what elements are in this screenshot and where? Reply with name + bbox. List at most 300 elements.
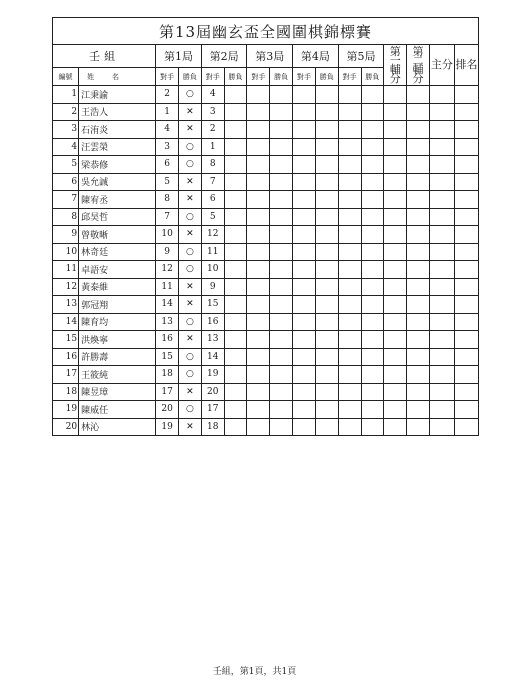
empty-cell: [270, 401, 293, 419]
round2-result: [224, 208, 247, 226]
player-number: 12: [53, 278, 79, 296]
rank-cell: [454, 208, 478, 226]
empty-cell: [247, 418, 270, 436]
player-name: 洪煥寧: [79, 331, 156, 349]
main-score-cell: [429, 226, 454, 244]
rank-cell: [454, 103, 478, 121]
round2-opponent: 5: [201, 208, 224, 226]
empty-cell: [293, 208, 316, 226]
round2-opponent: 1: [201, 138, 224, 156]
round1-result: ✕: [179, 331, 202, 349]
round2-opponent: 7: [201, 173, 224, 191]
empty-cell: [361, 86, 384, 104]
player-number: 18: [53, 383, 79, 401]
main-score-cell: [429, 103, 454, 121]
round1-result: ○: [179, 348, 202, 366]
empty-cell: [361, 243, 384, 261]
rank-cell: [454, 296, 478, 314]
empty-cell: [293, 191, 316, 209]
empty-cell: [270, 226, 293, 244]
main-score-cell: [429, 366, 454, 384]
table-row: [53, 313, 479, 331]
empty-cell: [293, 156, 316, 174]
main-score-cell: [429, 138, 454, 156]
table-row: [53, 103, 479, 121]
player-number: 15: [53, 331, 79, 349]
empty-cell: [293, 418, 316, 436]
player-number: 14: [53, 313, 79, 331]
player-name: 梁恭修: [79, 156, 156, 174]
empty-cell: [338, 121, 361, 139]
empty-cell: [315, 401, 338, 419]
round2-result: [224, 226, 247, 244]
round2-result: [224, 138, 247, 156]
table-row: [53, 191, 479, 209]
player-number: 20: [53, 418, 79, 436]
empty-cell: [315, 208, 338, 226]
opponent-subheader: 對手: [156, 68, 179, 86]
empty-cell: [247, 296, 270, 314]
opponent-subheader: 對手: [201, 68, 224, 86]
empty-cell: [247, 366, 270, 384]
round1-opponent: 1: [156, 103, 179, 121]
tiebreak1-cell: [384, 103, 407, 121]
empty-cell: [270, 191, 293, 209]
tiebreak1-header: 第一輔分: [384, 45, 407, 86]
round1-result: ✕: [179, 296, 202, 314]
table-row: [53, 383, 479, 401]
empty-cell: [293, 86, 316, 104]
player-name: 郭冠翔: [79, 296, 156, 314]
round2-result: [224, 191, 247, 209]
player-number: 10: [53, 243, 79, 261]
round2-opponent: 16: [201, 313, 224, 331]
round2-result: [224, 86, 247, 104]
main-score-cell: [429, 208, 454, 226]
empty-cell: [247, 261, 270, 279]
round1-opponent: 8: [156, 191, 179, 209]
main-score-cell: [429, 348, 454, 366]
round1-result: ✕: [179, 226, 202, 244]
main-score-cell: [429, 86, 454, 104]
empty-cell: [361, 173, 384, 191]
empty-cell: [315, 103, 338, 121]
main-score-cell: [429, 418, 454, 436]
table-row: [53, 226, 479, 244]
rank-cell: [454, 366, 478, 384]
tiebreak1-cell: [384, 191, 407, 209]
main-score-cell: [429, 191, 454, 209]
empty-cell: [361, 366, 384, 384]
empty-cell: [270, 86, 293, 104]
empty-cell: [270, 418, 293, 436]
empty-cell: [270, 103, 293, 121]
tiebreak1-cell: [384, 331, 407, 349]
empty-cell: [338, 243, 361, 261]
player-name: 邱昊哲: [79, 208, 156, 226]
empty-cell: [315, 278, 338, 296]
round1-result: ○: [179, 401, 202, 419]
name-header: 姓名: [79, 68, 156, 86]
round1-result: ○: [179, 313, 202, 331]
result-subheader: 勝負: [315, 68, 338, 86]
round1-result: ○: [179, 156, 202, 174]
page-title: 第13屆幽玄盃全國圍棋錦標賽: [53, 18, 479, 45]
rank-cell: [454, 331, 478, 349]
tiebreak2-cell: [407, 226, 430, 244]
empty-cell: [361, 418, 384, 436]
table-row: [53, 348, 479, 366]
tiebreak2-cell: [407, 401, 430, 419]
opponent-subheader: 對手: [247, 68, 270, 86]
empty-cell: [293, 383, 316, 401]
table-row: [53, 156, 479, 174]
round1-opponent: 9: [156, 243, 179, 261]
round1-result: ✕: [179, 278, 202, 296]
round2-result: [224, 278, 247, 296]
player-name: 許勝壽: [79, 348, 156, 366]
tiebreak2-header: 第二輔分: [407, 45, 430, 86]
rank-cell: [454, 191, 478, 209]
round-3-header: 第3局: [247, 45, 293, 68]
empty-cell: [270, 296, 293, 314]
round1-opponent: 4: [156, 121, 179, 139]
round2-opponent: 12: [201, 226, 224, 244]
empty-cell: [361, 208, 384, 226]
round1-result: ✕: [179, 121, 202, 139]
empty-cell: [361, 296, 384, 314]
rank-cell: [454, 121, 478, 139]
empty-cell: [361, 278, 384, 296]
round2-opponent: 6: [201, 191, 224, 209]
round1-opponent: 7: [156, 208, 179, 226]
empty-cell: [247, 383, 270, 401]
round1-opponent: 6: [156, 156, 179, 174]
tiebreak2-cell: [407, 278, 430, 296]
round2-opponent: 4: [201, 86, 224, 104]
round1-result: ○: [179, 261, 202, 279]
main-score-cell: [429, 261, 454, 279]
rank-cell: [454, 138, 478, 156]
table-row: [53, 331, 479, 349]
tiebreak1-cell: [384, 296, 407, 314]
tiebreak1-cell: [384, 243, 407, 261]
round2-result: [224, 401, 247, 419]
player-name: 王筱純: [79, 366, 156, 384]
round2-opponent: 3: [201, 103, 224, 121]
empty-cell: [315, 138, 338, 156]
player-number: 2: [53, 103, 79, 121]
player-number: 1: [53, 86, 79, 104]
main-score-cell: [429, 401, 454, 419]
tiebreak1-cell: [384, 366, 407, 384]
tiebreak2-cell: [407, 121, 430, 139]
empty-cell: [293, 313, 316, 331]
round1-opponent: 14: [156, 296, 179, 314]
table-row: [53, 86, 479, 104]
tiebreak2-cell: [407, 138, 430, 156]
round2-opponent: 20: [201, 383, 224, 401]
tiebreak1-cell: [384, 401, 407, 419]
tiebreak1-cell: [384, 383, 407, 401]
rank-cell: [454, 261, 478, 279]
empty-cell: [361, 313, 384, 331]
round2-result: [224, 331, 247, 349]
tiebreak1-cell: [384, 278, 407, 296]
empty-cell: [361, 348, 384, 366]
round2-opponent: 17: [201, 401, 224, 419]
tiebreak1-cell: [384, 86, 407, 104]
table-row: [53, 121, 479, 139]
empty-cell: [293, 226, 316, 244]
main-score-cell: [429, 278, 454, 296]
player-name: 陳宥丞: [79, 191, 156, 209]
empty-cell: [270, 366, 293, 384]
main-score-cell: [429, 121, 454, 139]
empty-cell: [338, 138, 361, 156]
empty-cell: [315, 243, 338, 261]
empty-cell: [270, 121, 293, 139]
empty-cell: [338, 383, 361, 401]
empty-cell: [247, 86, 270, 104]
tiebreak1-cell: [384, 348, 407, 366]
player-name: 陳昱璋: [79, 383, 156, 401]
result-subheader: 勝負: [270, 68, 293, 86]
round1-opponent: 15: [156, 348, 179, 366]
rank-cell: [454, 173, 478, 191]
empty-cell: [247, 138, 270, 156]
table-row: [53, 138, 479, 156]
empty-cell: [270, 156, 293, 174]
empty-cell: [338, 261, 361, 279]
round1-opponent: 3: [156, 138, 179, 156]
result-subheader: 勝負: [361, 68, 384, 86]
tiebreak1-cell: [384, 121, 407, 139]
empty-cell: [338, 348, 361, 366]
player-name: 卓語安: [79, 261, 156, 279]
empty-cell: [361, 261, 384, 279]
round2-opponent: 11: [201, 243, 224, 261]
empty-cell: [361, 401, 384, 419]
round2-opponent: 13: [201, 331, 224, 349]
round2-result: [224, 121, 247, 139]
player-number: 6: [53, 173, 79, 191]
table-row: [53, 418, 479, 436]
round1-result: ○: [179, 366, 202, 384]
main-score-cell: [429, 331, 454, 349]
table-row: [53, 261, 479, 279]
round2-result: [224, 103, 247, 121]
empty-cell: [293, 121, 316, 139]
empty-cell: [247, 243, 270, 261]
rank-cell: [454, 226, 478, 244]
main-score-cell: [429, 296, 454, 314]
tiebreak2-cell: [407, 418, 430, 436]
round-5-header: 第5局: [338, 45, 384, 68]
tiebreak2-cell: [407, 313, 430, 331]
empty-cell: [270, 313, 293, 331]
round1-opponent: 13: [156, 313, 179, 331]
table-row: [53, 243, 479, 261]
player-name: 曾敬晰: [79, 226, 156, 244]
tiebreak2-cell: [407, 331, 430, 349]
round2-result: [224, 296, 247, 314]
table-row: [53, 366, 479, 384]
tiebreak1-cell: [384, 173, 407, 191]
main-score-cell: [429, 383, 454, 401]
empty-cell: [270, 348, 293, 366]
empty-cell: [361, 103, 384, 121]
round2-opponent: 9: [201, 278, 224, 296]
empty-cell: [361, 226, 384, 244]
round2-result: [224, 313, 247, 331]
empty-cell: [247, 226, 270, 244]
round1-result: ✕: [179, 103, 202, 121]
empty-cell: [293, 173, 316, 191]
player-name: 汪雲榮: [79, 138, 156, 156]
player-number: 19: [53, 401, 79, 419]
empty-cell: [338, 226, 361, 244]
result-subheader: 勝負: [179, 68, 202, 86]
empty-cell: [247, 208, 270, 226]
player-name: 陳威任: [79, 401, 156, 419]
empty-cell: [247, 121, 270, 139]
player-name: 林奇廷: [79, 243, 156, 261]
player-name: 黃泰維: [79, 278, 156, 296]
tiebreak2-cell: [407, 156, 430, 174]
player-name: 江秉諭: [79, 86, 156, 104]
empty-cell: [315, 366, 338, 384]
empty-cell: [293, 103, 316, 121]
empty-cell: [315, 226, 338, 244]
empty-cell: [270, 243, 293, 261]
player-number: 13: [53, 296, 79, 314]
tiebreak2-cell: [407, 261, 430, 279]
tiebreak1-cell: [384, 261, 407, 279]
rank-cell: [454, 418, 478, 436]
round1-opponent: 17: [156, 383, 179, 401]
round2-result: [224, 156, 247, 174]
group-label: 壬組: [53, 45, 156, 68]
player-number: 3: [53, 121, 79, 139]
empty-cell: [293, 296, 316, 314]
player-name: 吳允誠: [79, 173, 156, 191]
empty-cell: [338, 208, 361, 226]
tiebreak2-cell: [407, 348, 430, 366]
main-score-cell: [429, 313, 454, 331]
round1-opponent: 2: [156, 86, 179, 104]
rank-cell: [454, 313, 478, 331]
round2-opponent: 18: [201, 418, 224, 436]
round2-result: [224, 418, 247, 436]
empty-cell: [315, 191, 338, 209]
empty-cell: [247, 156, 270, 174]
player-number: 9: [53, 226, 79, 244]
round2-opponent: 2: [201, 121, 224, 139]
empty-cell: [361, 383, 384, 401]
round1-result: ○: [179, 86, 202, 104]
empty-cell: [315, 418, 338, 436]
tiebreak2-cell: [407, 383, 430, 401]
main-score-header: 主分: [429, 45, 454, 86]
empty-cell: [315, 383, 338, 401]
empty-cell: [315, 348, 338, 366]
round2-result: [224, 261, 247, 279]
round1-opponent: 5: [156, 173, 179, 191]
empty-cell: [247, 348, 270, 366]
table-row: [53, 173, 479, 191]
rank-cell: [454, 401, 478, 419]
empty-cell: [338, 418, 361, 436]
empty-cell: [270, 138, 293, 156]
table-row: [53, 208, 479, 226]
tiebreak1-cell: [384, 156, 407, 174]
player-number: 7: [53, 191, 79, 209]
results-table: [52, 17, 479, 436]
empty-cell: [361, 121, 384, 139]
empty-cell: [247, 191, 270, 209]
empty-cell: [270, 331, 293, 349]
empty-cell: [293, 348, 316, 366]
round1-opponent: 12: [156, 261, 179, 279]
round1-result: ○: [179, 243, 202, 261]
number-header: 編號: [53, 68, 79, 86]
empty-cell: [338, 191, 361, 209]
empty-cell: [293, 261, 316, 279]
empty-cell: [315, 121, 338, 139]
rank-cell: [454, 278, 478, 296]
empty-cell: [247, 278, 270, 296]
round1-result: ○: [179, 138, 202, 156]
table-row: [53, 296, 479, 314]
empty-cell: [315, 173, 338, 191]
round2-result: [224, 348, 247, 366]
empty-cell: [315, 86, 338, 104]
opponent-subheader: 對手: [338, 68, 361, 86]
rank-cell: [454, 86, 478, 104]
tiebreak1-cell: [384, 313, 407, 331]
rank-cell: [454, 383, 478, 401]
empty-cell: [247, 401, 270, 419]
round1-opponent: 16: [156, 331, 179, 349]
empty-cell: [270, 208, 293, 226]
player-number: 5: [53, 156, 79, 174]
round-1-header: 第1局: [156, 45, 202, 68]
player-number: 11: [53, 261, 79, 279]
round1-opponent: 19: [156, 418, 179, 436]
empty-cell: [270, 261, 293, 279]
main-score-cell: [429, 173, 454, 191]
empty-cell: [247, 173, 270, 191]
empty-cell: [247, 331, 270, 349]
player-number: 17: [53, 366, 79, 384]
empty-cell: [247, 103, 270, 121]
empty-cell: [338, 313, 361, 331]
empty-cell: [293, 401, 316, 419]
table-row: [53, 278, 479, 296]
round1-opponent: 20: [156, 401, 179, 419]
round2-opponent: 19: [201, 366, 224, 384]
pairing-sheet: [52, 17, 479, 436]
player-number: 4: [53, 138, 79, 156]
page-footer: 壬組，第1頁，共1頁: [212, 667, 297, 677]
player-name: 石洧炎: [79, 121, 156, 139]
empty-cell: [293, 331, 316, 349]
empty-cell: [270, 173, 293, 191]
table-row: [53, 401, 479, 419]
tiebreak1-cell: [384, 418, 407, 436]
player-name: 王浩人: [79, 103, 156, 121]
